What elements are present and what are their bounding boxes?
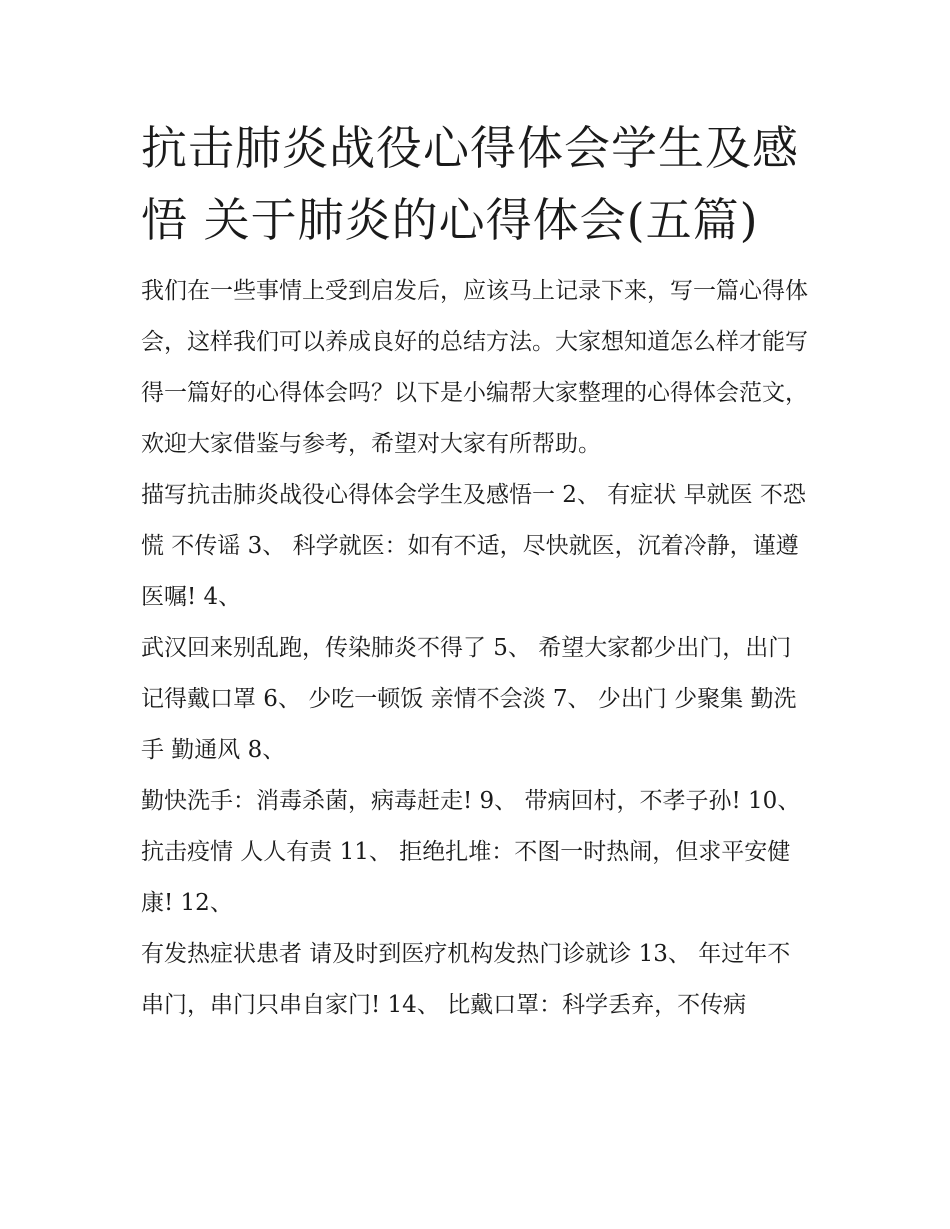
paragraph-slogans-4: 有发热症状患者 请及时到医疗机构发热门诊就诊 13、 年过年不串门，串门只串自家门! 14、 比戴口罩：科学丢弃，不传病 <box>141 941 791 1018</box>
paragraph-slogans-2: 武汉回来别乱跑，传染肺炎不得了 5、 希望大家都少出门，出门记得戴口罩 6、 少吃一顿饭 亲情不会淡 7、 少出门 少聚集 勤洗手 勤通风 8、 <box>141 635 797 763</box>
paragraph-intro: 我们在一些事情上受到启发后，应该马上记录下来，写一篇心得体会，这样我们可以养成良好的总结方法。大家想知道怎么样才能写得一篇好的心得体会吗？以下是小编帮大家整理的心得体会范文，欢迎大家借鉴与参考，希望对大家有所帮助。 <box>141 278 808 457</box>
paragraph-slogans-1: 描写抗击肺炎战役心得体会学生及感悟一 2、 有症状 早就医 不恐慌 不传谣 3、 科学就医：如有不适，尽快就医，沉着冷静，谨遵医嘱! 4、 <box>141 482 806 610</box>
document-page <box>141 112 813 1031</box>
paragraph-slogans-3: 勤快洗手：消毒杀菌，病毒赶走! 9、 带病回村，不孝子孙! 10、 抗击疫情 人人有责 11、 拒绝扎堆：不图一时热闹，但求平安健康! 12、 <box>141 788 801 916</box>
document-title: 抗击肺炎战役心得体会学生及感悟 关于肺炎的心得体会(五篇) <box>141 121 799 247</box>
